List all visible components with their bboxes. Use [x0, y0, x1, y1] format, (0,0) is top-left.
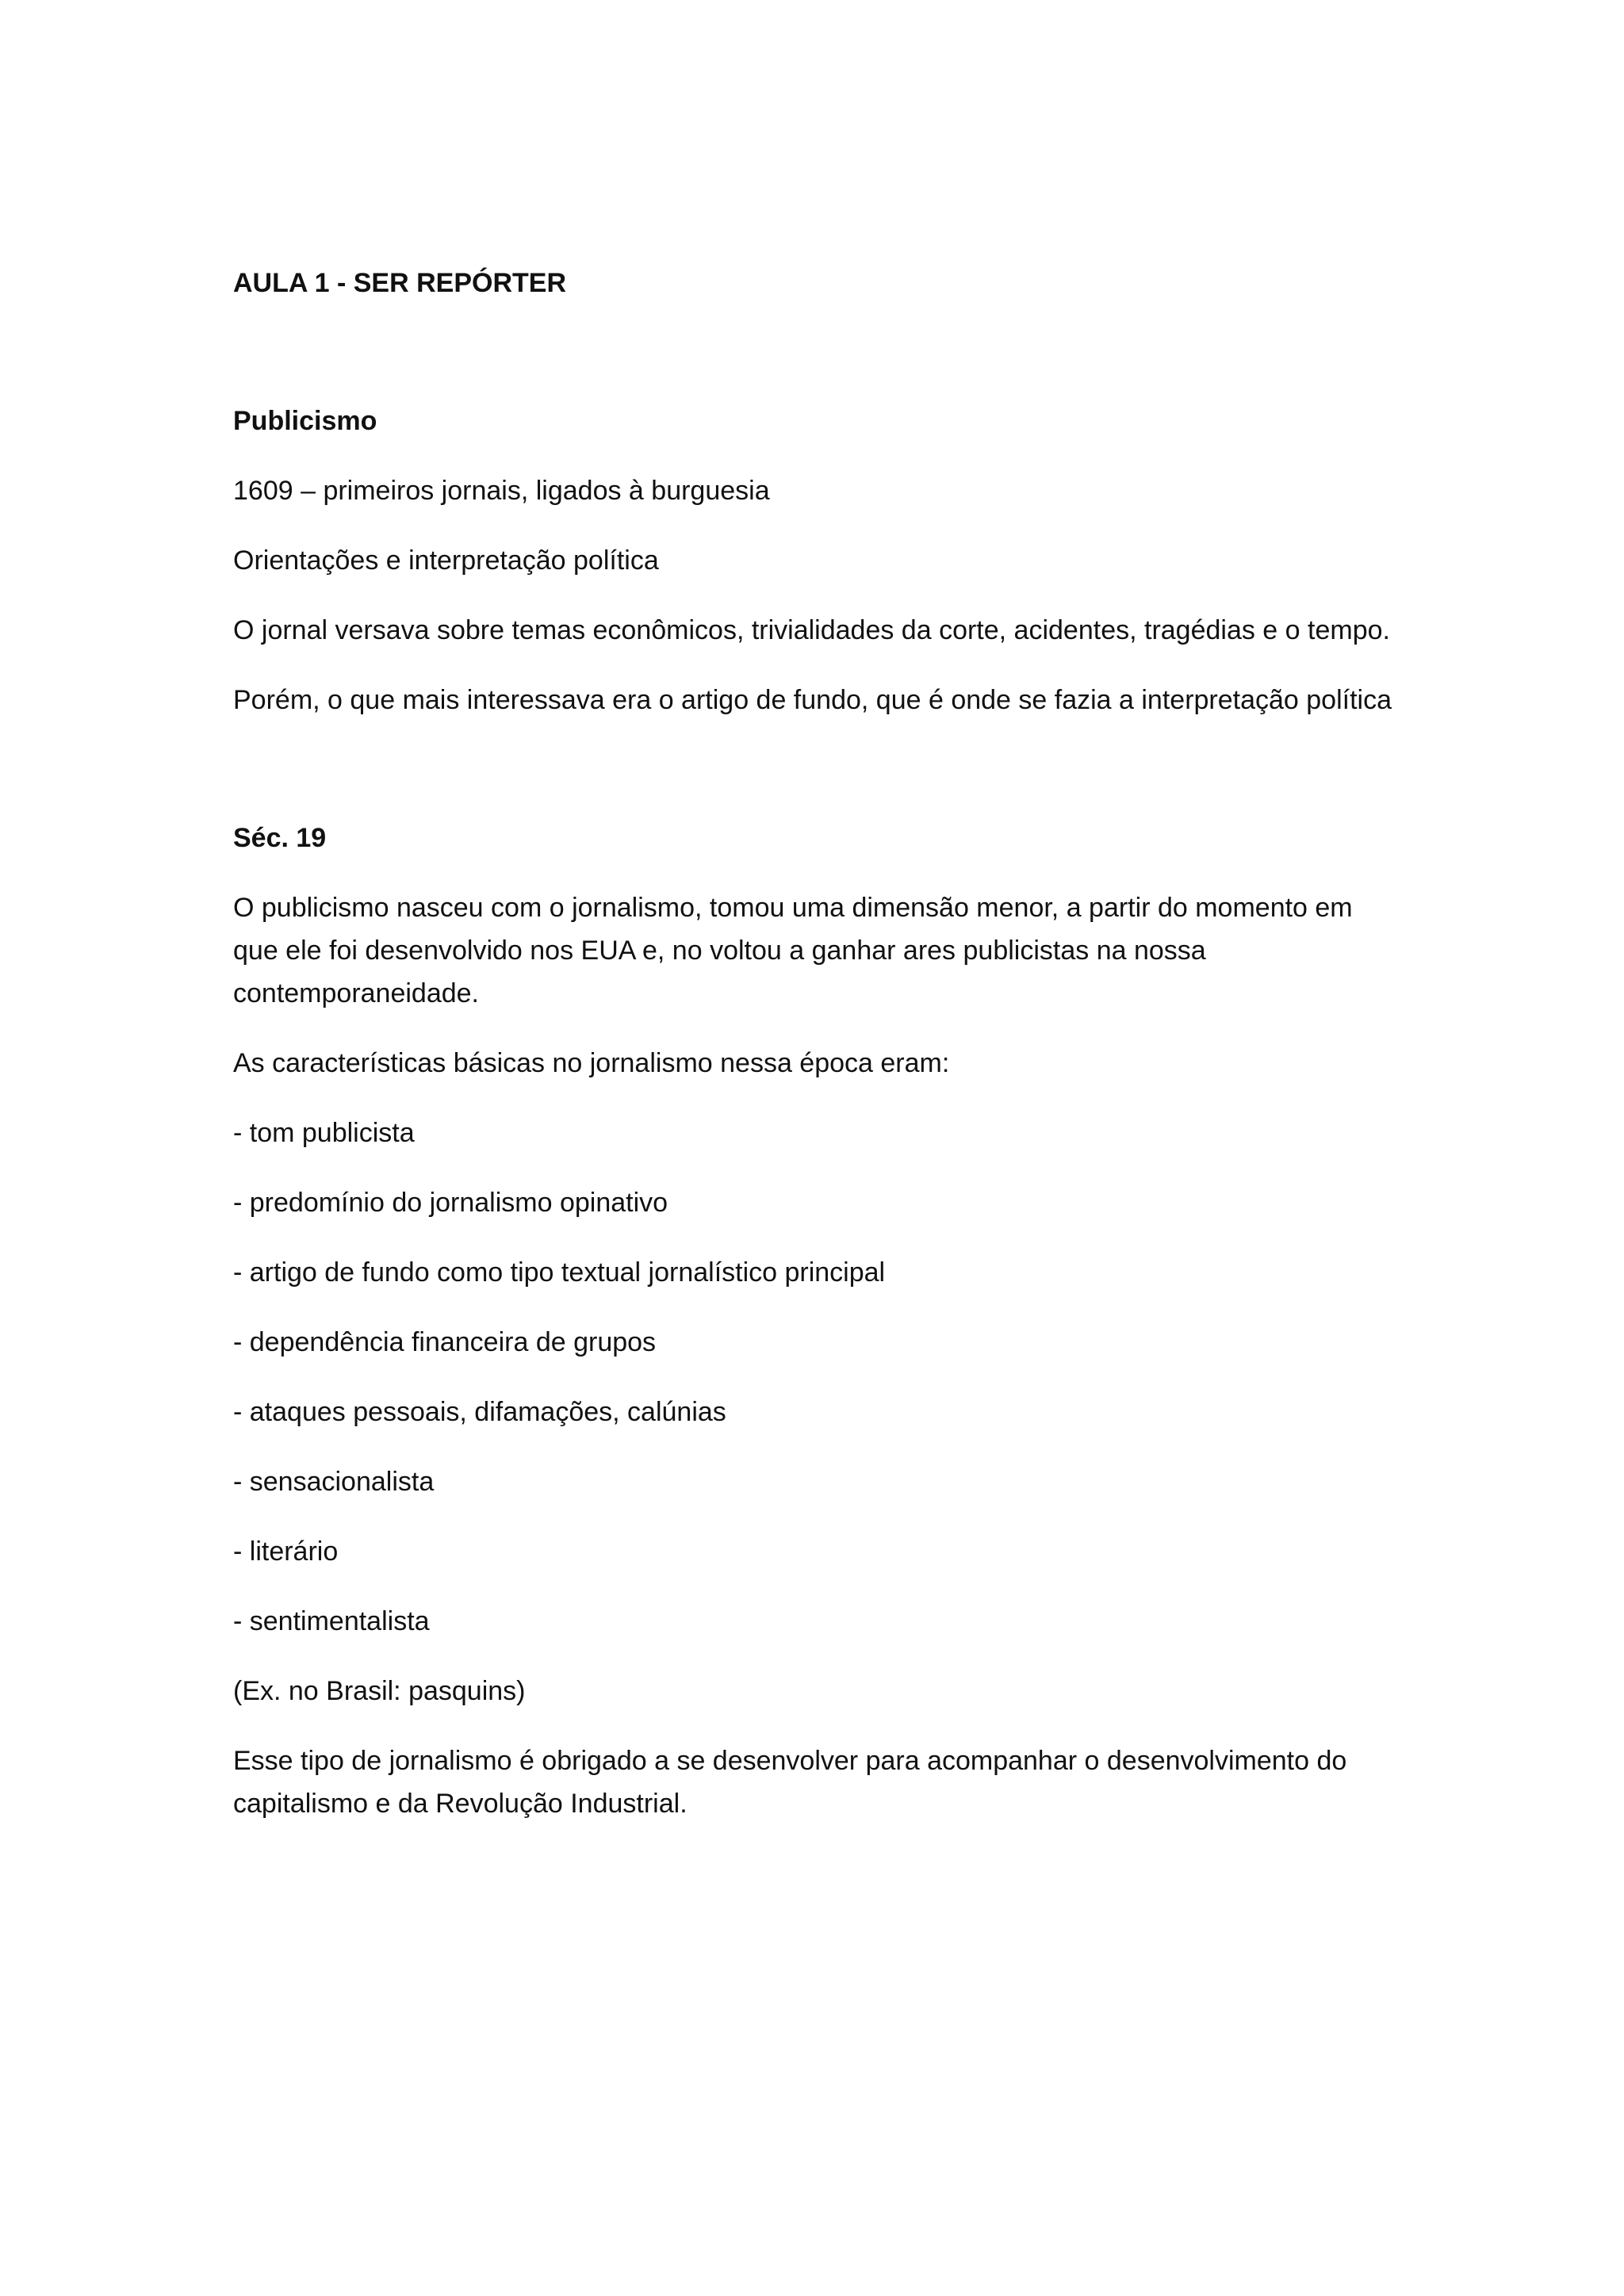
paragraph: O publicismo nasceu com o jornalismo, tomou uma dimensão menor, a partir do momento em que ele foi desenvolvido nos EUA e, no voltou a ganhar ares publicistas na nossa contemporaneidade. — [233, 893, 1353, 1008]
paragraph: O jornal versava sobre temas econômicos, trivialidades da corte, acidentes, tragédias e o tempo. — [233, 615, 1390, 645]
paragraph: Esse tipo de jornalismo é obrigado a se desenvolver para acompanhar o desenvolvimento do capitalismo e da Revolução Industrial. — [233, 1746, 1347, 1819]
paragraph: Orientações e interpretação política — [233, 545, 659, 576]
list-item: - sentimentalista — [233, 1606, 430, 1636]
list-item: - literário — [233, 1536, 339, 1567]
paragraph: (Ex. no Brasil: pasquins) — [233, 1676, 526, 1706]
section-heading-sec-19: Séc. 19 — [233, 823, 327, 853]
list-item: - ataques pessoais, difamações, calúnias — [233, 1397, 726, 1427]
document-title: AULA 1 - SER REPÓRTER — [233, 268, 567, 298]
list-item: - tom publicista — [233, 1118, 415, 1148]
list-item: - sensacionalista — [233, 1467, 435, 1497]
document-body — [233, 262, 1399, 1825]
paragraph: 1609 – primeiros jornais, ligados à burguesia — [233, 476, 770, 506]
list-item: - artigo de fundo como tipo textual jornalístico principal — [233, 1257, 886, 1288]
list-item: - dependência financeira de grupos — [233, 1327, 657, 1357]
paragraph: Porém, o que mais interessava era o artigo de fundo, que é onde se fazia a interpretação política — [233, 685, 1392, 715]
section-heading-publicismo: Publicismo — [233, 406, 377, 436]
list-item: - predomínio do jornalismo opinativo — [233, 1188, 668, 1218]
paragraph: As características básicas no jornalismo nessa época eram: — [233, 1048, 950, 1078]
